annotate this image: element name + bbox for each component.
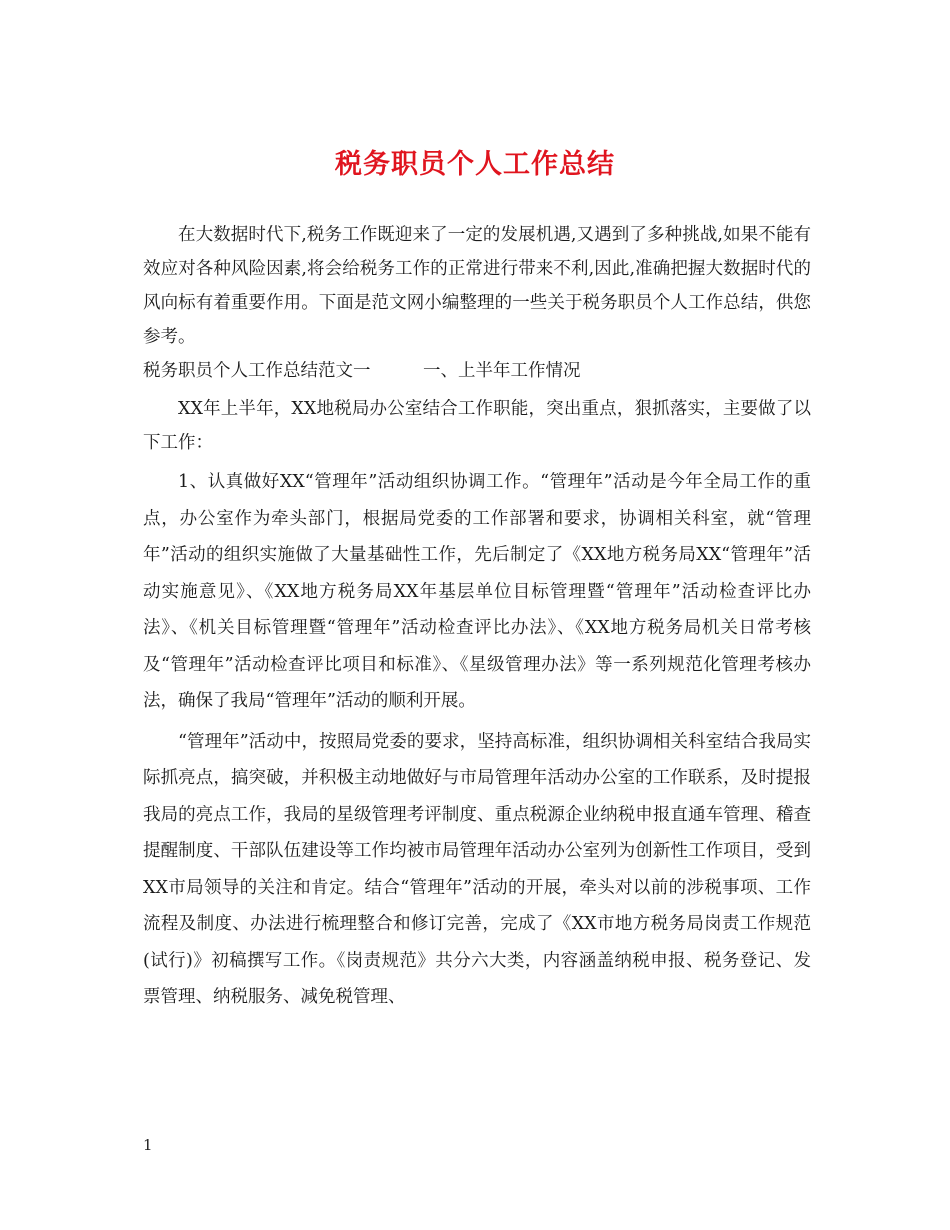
body-paragraph: “管理年”活动中，按照局党委的要求，坚持高标准，组织协调相关科室结合我局实际抓亮点，搞突破，并积极主动地做好与市局管理年活动办公室的工作联系，及时提报我局的亮点工作，我局的星级管理考评制度、重点税源企业纳税申报直通车管理、稽查提醒制度、干部队伍建设等工作均被市局管理年活动办公室列为创新性工作项目，受到XX市局领导的关注和肯定。结合“管理年”活动的开展，牵头对以前的涉税事项、工作流程及制度、办法进行梳理整合和修订完善，完成了《XX市地方税务局岗责工作规范(试行)》初稿撰写工作。《岗责规范》共分六大类，内容涵盖纳税申报、税务登记、发票管理、纳税服务、减免税管理、 <box>143 731 811 1007</box>
intro-paragraph: 在大数据时代下,税务工作既迎来了一定的发展机遇,又遇到了多种挑战,如果不能有效应对各种风险因素,将会给税务工作的正常进行带来不利,因此,准确把握大数据时代的风向标有着重要作用。下面是范文网小编整理的一些关于税务职员个人工作总结，供您参考。 <box>143 225 811 347</box>
document-title: 税务职员个人工作总结 <box>335 149 615 180</box>
page-number: 1 <box>143 1136 153 1154</box>
body-paragraph: XX年上半年，XX地税局办公室结合工作职能，突出重点，狠抓落实，主要做了以下工作： <box>143 399 811 453</box>
body-paragraph: 1、认真做好XX“管理年”活动组织协调工作。“管理年”活动是今年全局工作的重点，办公室作为牵头部门，根据局党委的工作部署和要求，协调相关科室，就“管理年”活动的组织实施做了大量基础性工作，先后制定了《XX地方税务局XX“管理年”活动实施意见》、《XX地方税务局XX年基层单位目标管理暨“管理年”活动检查评比办法》、《机关目标管理暨“管理年”活动检查评比办法》、《XX地方税务局机关日常考核及“管理年”活动检查评比项目和标准》、《星级管理办法》等一系列规范化管理考核办法，确保了我局“管理年”活动的顺利开展。 <box>143 472 811 711</box>
section-heading: 税务职员个人工作总结范文一 一、上半年工作情况 <box>143 361 581 381</box>
document-body <box>143 218 811 1016</box>
